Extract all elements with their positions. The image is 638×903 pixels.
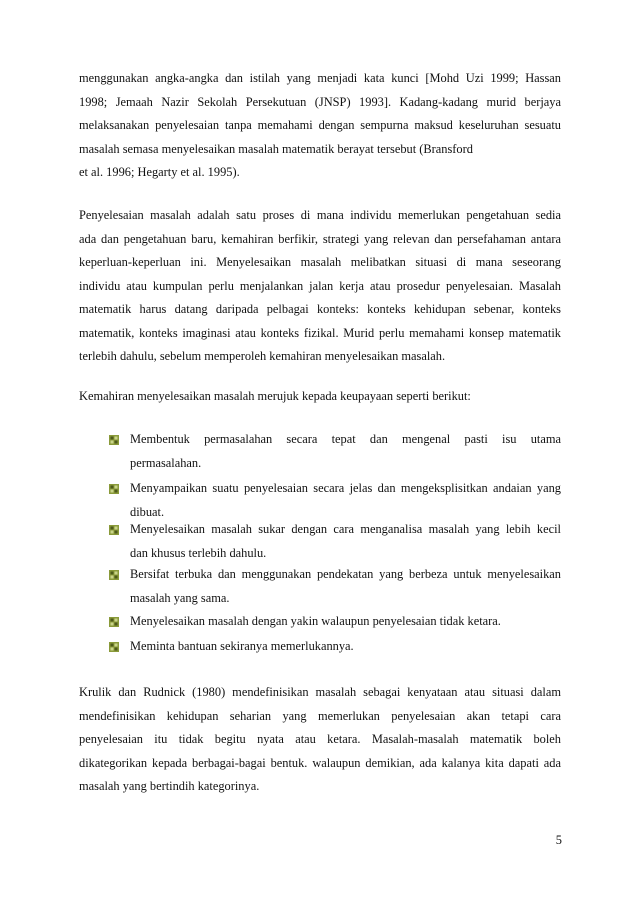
paragraph-line: masalah yang bertindih kategorinya.: [79, 779, 260, 793]
bullet-line: Membentuk permasalahan secara tepat dan mengenal pasti isu utama: [130, 432, 561, 446]
paragraph-line: keperluan-keperluan ini. Menyelesaikan masalah melibatkan situasi di mana seseorang: [79, 255, 561, 269]
bullet-item-1: [130, 428, 561, 475]
page-number: 5: [555, 833, 562, 847]
bullet-item-6: [130, 635, 561, 659]
paragraph-line: penyelesaian itu tidak begitu nyata atau ketara. Masalah-masalah matematik boleh: [79, 732, 561, 746]
paragraph-line: individu atau kumpulan perlu menjalankan jalan kerja atau prosedur penyelesaian. Masalah: [79, 278, 561, 293]
paragraph-line: ada dan pengetahuan baru, kemahiran berfikir, strategi yang relevan dan persefahaman antara: [79, 231, 561, 246]
ornamental-square-bullet-icon: [109, 570, 119, 580]
paragraph-line: melaksanakan penyelesaian tanpa memahami dengan sempurna maksud keseluruhan sesuatu: [79, 118, 561, 132]
bullet-line: Menyelesaikan masalah dengan yakin walaupun penyelesaian tidak ketara.: [130, 614, 501, 628]
paragraph-4: [79, 681, 561, 799]
bullet-line: Menyampaikan suatu penyelesaian secara jelas dan mengeksplisitkan andaian yang: [130, 481, 561, 495]
bullet-item-2: [130, 477, 561, 524]
paragraph-line: Krulik dan Rudnick (1980) mendefinisikan masalah sebagai kenyataan atau situasi dalam: [79, 685, 561, 699]
paragraph-line: et al. 1996; Hegarty et al. 1995).: [79, 165, 240, 179]
bullet-line: Bersifat terbuka dan menggunakan pendekatan yang berbeza untuk menyelesaikan: [130, 567, 561, 581]
paragraph-line: menggunakan angka-angka dan istilah yang menjadi kata kunci [Mohd Uzi 1999; Hassan: [79, 71, 561, 85]
bullet-line: masalah yang sama.: [130, 590, 230, 605]
bullet-line: permasalahan.: [130, 455, 202, 470]
paragraph-3: [79, 385, 561, 409]
ornamental-square-bullet-icon: [109, 617, 119, 627]
bullet-line: Meminta bantuan sekiranya memerlukannya.: [130, 639, 354, 653]
bullet-line: dibuat.: [130, 504, 165, 519]
ornamental-square-bullet-icon: [109, 525, 119, 535]
paragraph-line: Kemahiran menyelesaikan masalah merujuk kepada keupayaan seperti berikut:: [79, 389, 471, 403]
bullet-line: dan khusus terlebih dahulu.: [130, 545, 267, 560]
ornamental-square-bullet-icon: [109, 484, 119, 494]
ornamental-square-bullet-icon: [109, 642, 119, 652]
paragraph-line: mendefinisikan kehidupan seharian yang memerlukan penyelesaian akan tetapi cara: [79, 708, 561, 723]
paragraph-line: 1998; Jemaah Nazir Sekolah Persekutuan (JNSP) 1993]. Kadang-kadang murid berjaya: [79, 94, 561, 109]
paragraph-line: masalah semasa menyelesaikan masalah matematik berayat tersebut (Bransford: [79, 141, 473, 156]
bullet-item-5: [130, 610, 561, 634]
paragraph-line: dikategorikan kepada berbagai-bagai bentuk. walaupun demikian, ada kalanya kita dapati ada: [79, 755, 561, 770]
paragraph-line: matematik, konteks imaginasi atau konteks fizikal. Murid perlu memahami konsep matematik: [79, 325, 561, 340]
bullet-item-3: [130, 518, 561, 565]
paragraph-line: matematik harus datang daripada pelbagai konteks: konteks kehidupan sebenar, konteks: [79, 302, 561, 316]
paragraph-1: [79, 67, 561, 185]
bullet-item-4: [130, 563, 561, 610]
ornamental-square-bullet-icon: [109, 435, 119, 445]
paragraph-2: [79, 204, 561, 369]
paragraph-line: terlebih dahulu, sebelum memperoleh kemahiran menyelesaikan masalah.: [79, 349, 446, 363]
bullet-line: Menyelesaikan masalah sukar dengan cara menganalisa masalah yang lebih kecil: [130, 522, 561, 536]
paragraph-line: Penyelesaian masalah adalah satu proses di mana individu memerlukan pengetahuan sedia: [79, 208, 561, 222]
